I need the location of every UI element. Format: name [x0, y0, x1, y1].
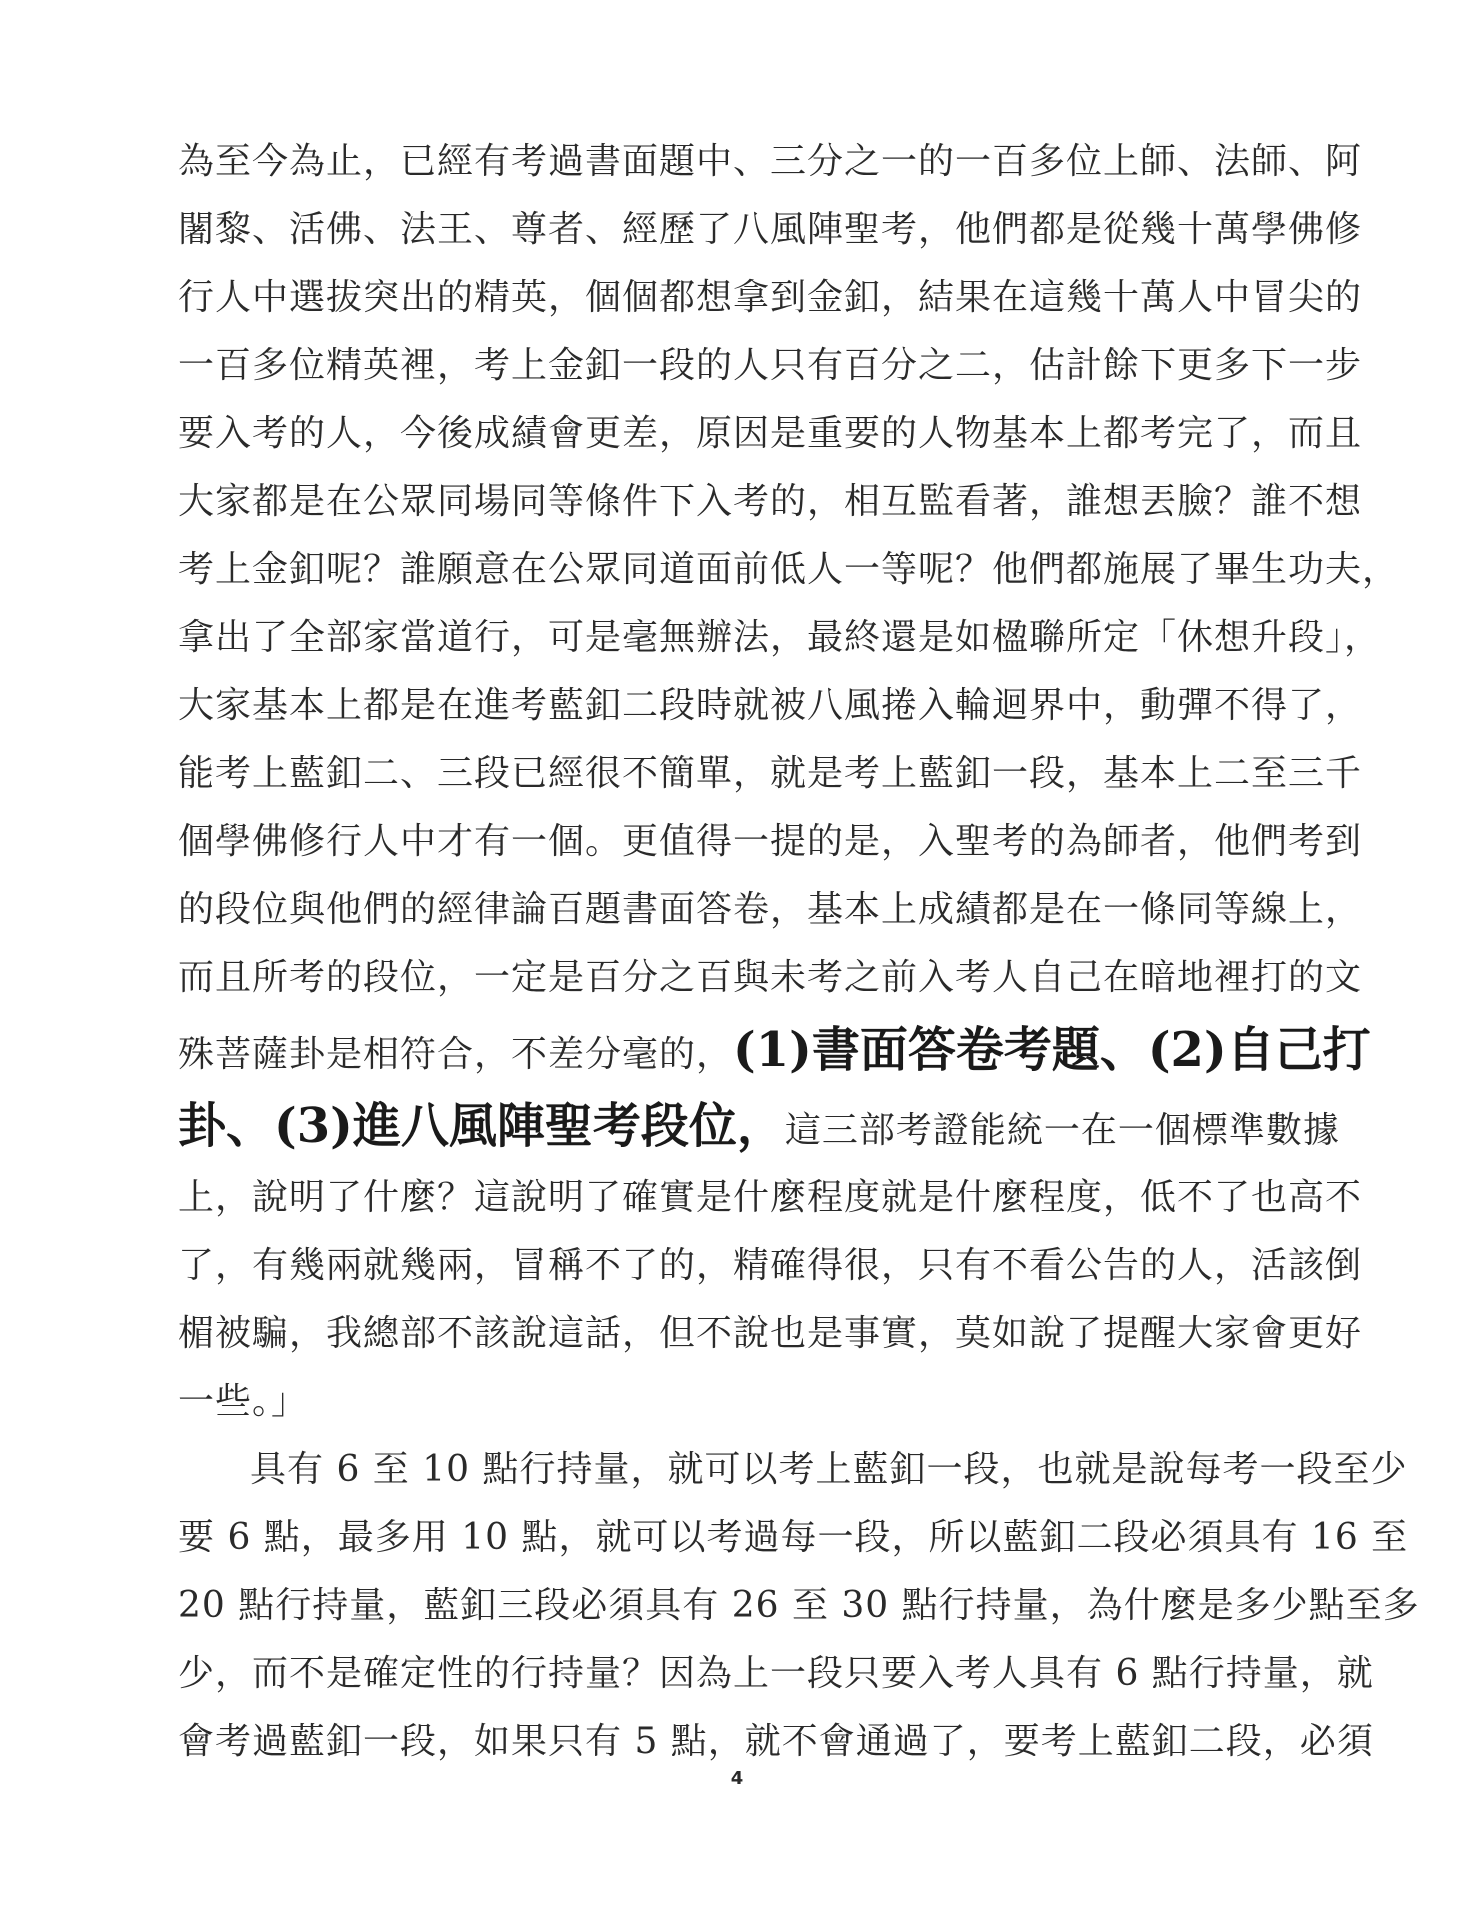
paragraph-line: 具有 6 至 10 點行持量，就可以考上藍釦一段，也就是說每考一段至少: [250, 1449, 1408, 1490]
text-normal: 殊菩薩卦是相符合，不差分毫的，: [178, 1034, 734, 1075]
paragraph-line: 要 6 點，最多用 10 點，就可以考過每一段，所以藍釦二段必須具有 16 至: [178, 1517, 1409, 1558]
text-line: 的段位與他們的經律論百題書面答卷，基本上成績都是在一條同等線上，: [178, 889, 1363, 930]
paragraph-line: 會考過藍釦一段，如果只有 5 點，就不會通過了，要考上藍釦二段，必須: [178, 1721, 1374, 1762]
text-line: 一百多位精英裡，考上金釦一段的人只有百分之二，估計餘下更多下一步: [178, 345, 1363, 386]
text-line: 能考上藍釦二、三段已經很不簡單，就是考上藍釦一段，基本上二至三千: [178, 753, 1363, 794]
body-text: [178, 128, 1420, 1776]
text-line: 而且所考的段位，一定是百分之百與未考之前入考人自己在暗地裡打的文: [178, 957, 1363, 998]
text-line: 楣被騙，我總部不該說這話，但不說也是事實，莫如說了提醒大家會更好: [178, 1313, 1363, 1354]
text-line: 了，有幾兩就幾兩，冒稱不了的，精確得很，只有不看公告的人，活該倒: [178, 1245, 1363, 1286]
text-line: 個學佛修行人中才有一個。更值得一提的是，入聖考的為師者，他們考到: [178, 821, 1363, 862]
text-line: 上，說明了什麼？這說明了確實是什麼程度就是什麼程度，低不了也高不: [178, 1177, 1363, 1218]
paragraph-line: 20 點行持量，藍釦三段必須具有 26 至 30 點行持量，為什麼是多少點至多: [178, 1585, 1420, 1626]
text-line: 大家基本上都是在進考藍釦二段時就被八風捲入輪迴界中，動彈不得了，: [178, 685, 1363, 726]
text-line: 考上金釦呢？誰願意在公眾同道面前低人一等呢？他們都施展了畢生功夫，: [178, 549, 1400, 590]
text-line: 闍黎、活佛、法王、尊者、經歷了八風陣聖考，他們都是從幾十萬學佛修: [178, 209, 1363, 250]
text-line: 行人中選拔突出的精英，個個都想拿到金釦，結果在這幾十萬人中冒尖的: [178, 277, 1363, 318]
text-normal: 這三部考證能統一在一個標準數據: [784, 1110, 1340, 1151]
paragraph-line: 少，而不是確定性的行持量？因為上一段只要入考人具有 6 點行持量，就: [178, 1653, 1374, 1694]
text-line: 為至今為止，已經有考過書面題中、三分之一的一百多位上師、法師、阿: [178, 141, 1363, 182]
text-line-mixed: [178, 1088, 1340, 1164]
text-line-mixed: [178, 1012, 1371, 1088]
text-line: 拿出了全部家當道行，可是毫無辦法，最終還是如楹聯所定「休想升段」，: [178, 617, 1382, 658]
page-number: 4: [730, 1768, 744, 1789]
text-line: 一些。」: [178, 1381, 309, 1422]
text-emphasis: (1)書面答卷考題、(2)自己打: [733, 1022, 1371, 1078]
text-line: 要入考的人，今後成績會更差，原因是重要的人物基本上都考完了，而且: [178, 413, 1363, 454]
text-line: 大家都是在公眾同場同等條件下入考的，相互監看著，誰想丟臉？誰不想: [178, 481, 1363, 522]
text-emphasis: 卦、(3)進八風陣聖考段位，: [178, 1098, 785, 1154]
